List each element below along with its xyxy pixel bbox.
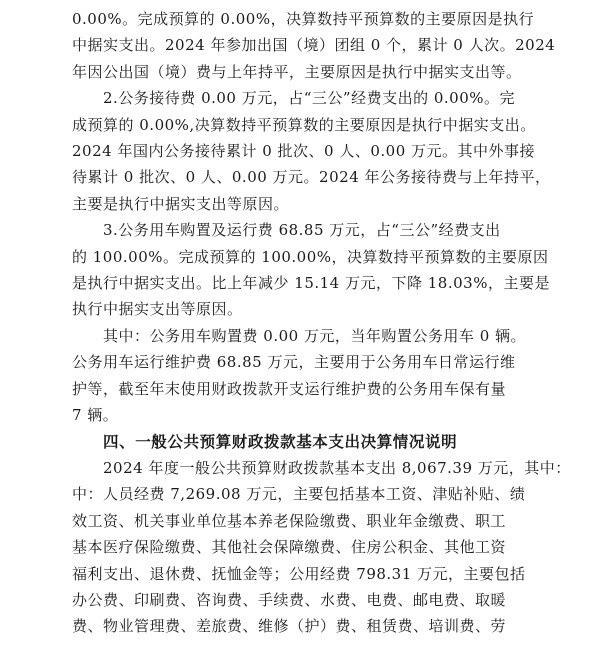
text-line: 办公费、印刷费、咨询费、手续费、水费、电费、邮电费、取暖 [72,590,507,609]
text-line: 3.公务用车购置及运行费 68.85 万元，占“三公”经费支出 [103,221,501,240]
text-line: 成预算的 0.00%,决算数持平预算数的主要原因是执行中据实支出。 [72,115,536,134]
text-line: 2.公务接待费 0.00 万元，占“三公”经费支出的 0.00%。完 [103,89,516,108]
text-line: 护等，截至年末使用财政拨款开支运行维护费的公务用车保有量 [72,379,507,398]
text-line: 2024 年度一般公共预算财政拨款基本支出 8,067.39 万元，其中： [103,458,571,477]
text-line: 基本医疗保险缴费、其他社会保障缴费、住房公积金、其他工资 [72,538,507,557]
text-line: 年因公出国（境）费与上年持平，主要原因是执行中据实支出等。 [72,62,522,81]
text-line: 的 100.00%。完成预算的 100.00%，决算数持平预算数的主要原因 [72,247,549,266]
text-line: 待累计 0 批次、0 人、0.00 万元。2024 年公务接待费与上年持平， [72,168,551,187]
text-line: 效工资、机关事业单位基本养老保险缴费、职业年金缴费、职工 [72,511,507,530]
text-line: 中据实支出。2024 年参加出国（境）团组 0 个，累计 0 人次。2024 [72,36,556,55]
text-line: 是执行中据实支出。比上年减少 15.14 万元，下降 18.03%，主要是 [72,274,550,293]
section-heading: 四、一般公共预算财政拨款基本支出决算情况说明 [103,432,458,451]
text-line: 其中：公务用车购置费 0.00 万元，当年购置公务用车 0 辆。 [103,326,527,345]
text-line: 0.00%。完成预算的 0.00%，决算数持平预算数的主要原因是执行 [72,10,535,28]
text-line: 执行中据实支出等原因。 [72,300,243,319]
section-three-gong-details [72,6,556,429]
text-line: 中：人员经费 7,269.08 万元，主要包括基本工资、津贴补贴、绩 [72,485,526,504]
text-line: 费、物业管理费、差旅费、维修（护）费、租赁费、培训费、劳 [72,617,507,636]
document-body [72,6,571,640]
text-line: 公务用车运行维护费 68.85 万元，主要用于公务用车日常运行维 [72,353,516,372]
text-line: 7 辆。 [72,406,119,425]
text-line: 2024 年国内公务接待累计 0 批次、0 人、0.00 万元。其中外事接 [72,142,536,161]
section-basic-expenditure [72,455,571,640]
text-line: 主要是执行中据实支出等原因。 [72,194,290,213]
text-line: 福利支出、退休费、抚恤金等；公用经费 798.31 万元，主要包括 [72,564,526,583]
